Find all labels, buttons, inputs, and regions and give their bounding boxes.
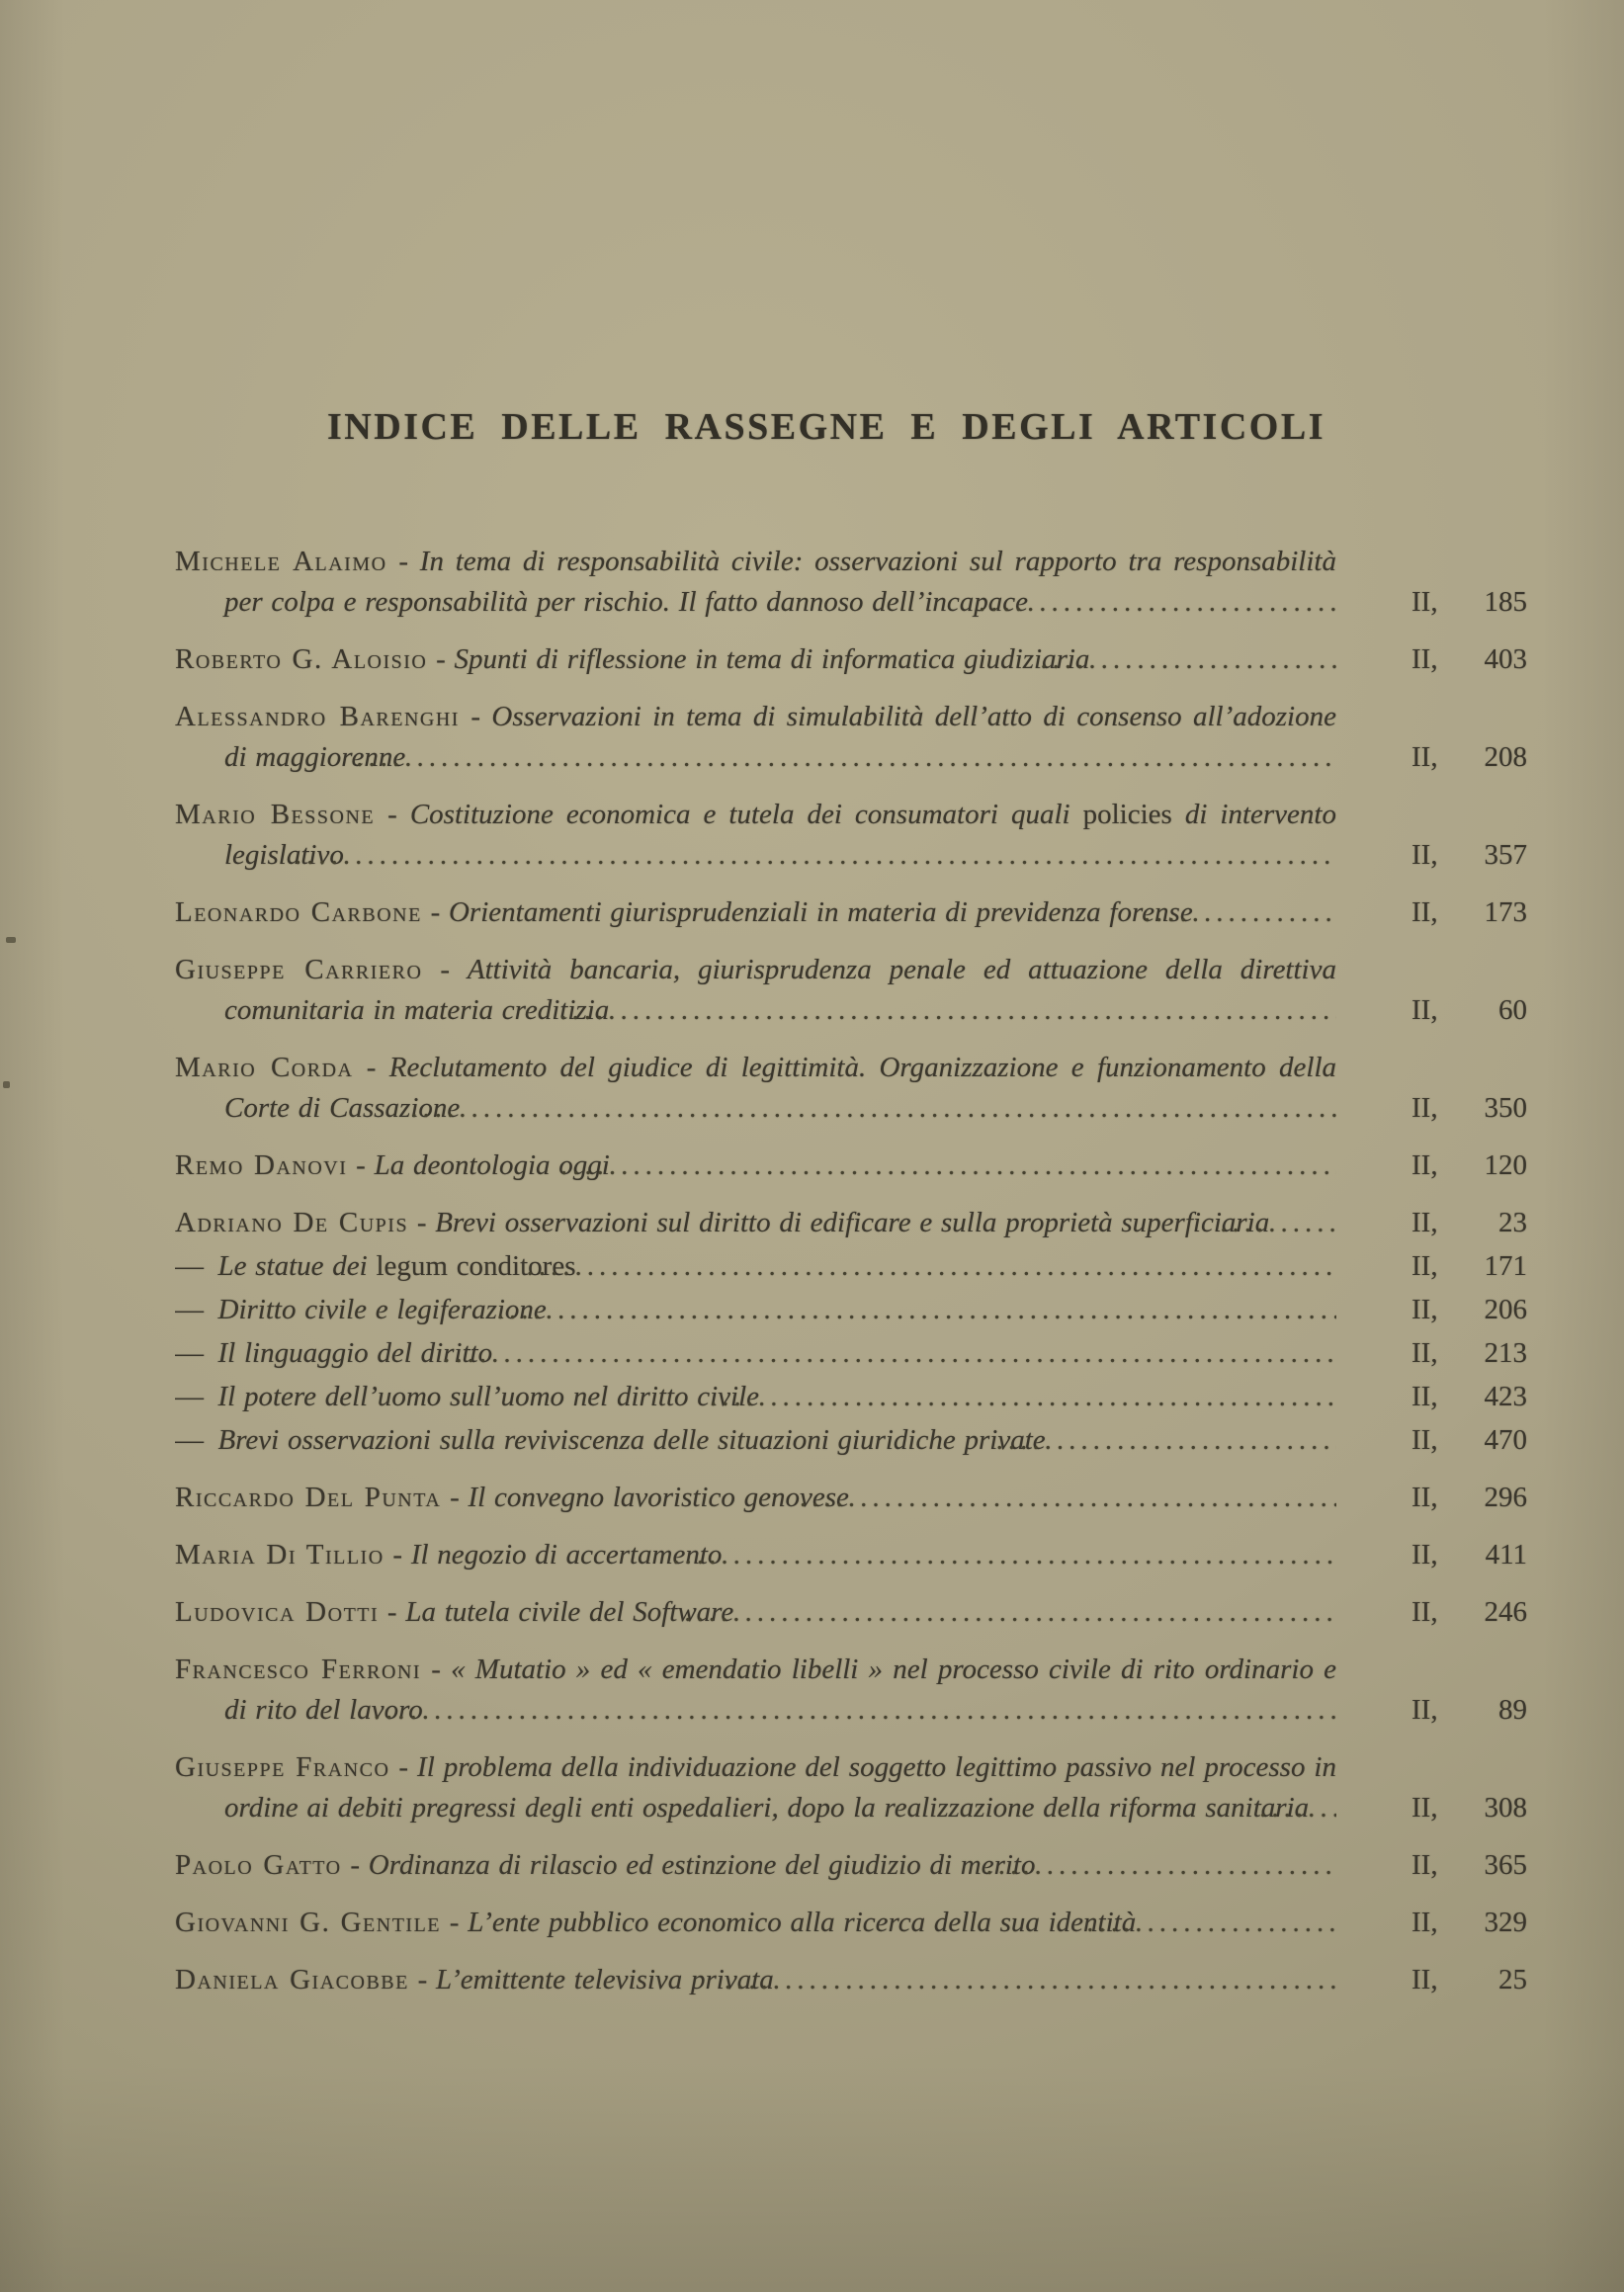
title-segment: Le statue dei bbox=[217, 1250, 377, 1282]
index-entry bbox=[175, 1845, 1527, 1886]
entry-text bbox=[175, 639, 1336, 680]
entry-separator: - bbox=[384, 1539, 411, 1570]
entry-page: 208 bbox=[1484, 741, 1527, 773]
entry-author: Giovanni G. Gentile bbox=[175, 1907, 442, 1938]
title-segment: Ordinanza di rilascio ed estinzione del giudizio di merito bbox=[368, 1849, 1036, 1881]
entry-author: Daniela Giacobbe bbox=[175, 1964, 409, 1995]
index-entry bbox=[175, 542, 1527, 623]
entry-volume: II, bbox=[1411, 1964, 1438, 1995]
entry-title bbox=[468, 1907, 1136, 1938]
entry-text bbox=[175, 892, 1336, 933]
index-entry bbox=[175, 1592, 1527, 1633]
entry-page: 350 bbox=[1484, 1092, 1527, 1124]
entry-separator: - bbox=[459, 701, 492, 732]
entry-separator: - bbox=[386, 546, 420, 577]
entry-volume: II, bbox=[1411, 643, 1438, 675]
entry-text bbox=[175, 1535, 1336, 1575]
title-segment: Osservazioni in tema di simulabilità dell’atto di consenso all’adozione di maggiorenne bbox=[224, 701, 1336, 773]
entry-page: 25 bbox=[1498, 1964, 1527, 1995]
entry-page: 120 bbox=[1484, 1149, 1527, 1181]
title-segment: Orientamenti giurisprudenziali in materia di previdenza forense bbox=[448, 896, 1193, 928]
entry-author: Paolo Gatto bbox=[175, 1849, 342, 1881]
entry-text bbox=[175, 1420, 1336, 1461]
entry-title bbox=[218, 1424, 1046, 1456]
entry-separator: - bbox=[379, 1596, 406, 1628]
entry-page: 246 bbox=[1484, 1596, 1527, 1628]
entry-title bbox=[218, 1250, 576, 1282]
index-entry bbox=[175, 697, 1527, 778]
entry-volume: II, bbox=[1411, 1381, 1438, 1412]
index-entry bbox=[175, 1246, 1527, 1287]
entry-volume: II, bbox=[1411, 1596, 1438, 1628]
entry-title bbox=[449, 896, 1193, 928]
entry-page: 329 bbox=[1484, 1907, 1527, 1938]
entry-author: Alessandro Barenghi bbox=[175, 701, 460, 732]
entry-volume: II, bbox=[1411, 1149, 1438, 1181]
entry-separator: - bbox=[353, 1052, 389, 1083]
entry-page: 365 bbox=[1484, 1849, 1527, 1881]
title-segment: Brevi osservazioni sulla reviviscenza delle situazioni giuridiche private bbox=[217, 1424, 1046, 1456]
entry-page: 60 bbox=[1498, 994, 1527, 1026]
title-segment: policies bbox=[1082, 799, 1172, 830]
index-list bbox=[175, 542, 1527, 2000]
entry-separator: - bbox=[341, 1849, 369, 1881]
entry-text bbox=[175, 1048, 1336, 1129]
index-entry bbox=[175, 1420, 1527, 1461]
entry-volume: II, bbox=[1411, 1250, 1438, 1282]
entry-text bbox=[175, 1960, 1336, 2000]
entry-volume: II, bbox=[1411, 586, 1438, 618]
title-segment: Brevi osservazioni sul diritto di edificare e sulla proprietà superficiaria bbox=[435, 1207, 1270, 1238]
entry-volume: II, bbox=[1411, 1424, 1438, 1456]
entry-author: Riccardo Del Punta bbox=[175, 1482, 442, 1513]
scan-speck bbox=[6, 937, 16, 943]
index-entry bbox=[175, 1203, 1527, 1243]
entry-author: Maria Di Tillio bbox=[175, 1539, 385, 1570]
entry-separator: - bbox=[408, 1207, 436, 1238]
entry-author: Roberto G. Aloisio bbox=[175, 643, 428, 675]
entry-volume: II, bbox=[1411, 994, 1438, 1026]
entry-volume: II, bbox=[1411, 1092, 1438, 1124]
scan-speck bbox=[3, 1081, 10, 1088]
entry-page: 171 bbox=[1484, 1250, 1527, 1282]
entry-separator: - bbox=[389, 1751, 418, 1783]
title-segment: Il linguaggio del diritto bbox=[217, 1337, 493, 1369]
entry-title bbox=[455, 643, 1090, 675]
entry-page: 403 bbox=[1484, 643, 1527, 675]
entry-title bbox=[435, 1207, 1269, 1238]
entry-volume: II, bbox=[1411, 1207, 1438, 1238]
entry-volume: II, bbox=[1411, 1792, 1438, 1824]
dash-marker: — bbox=[175, 1294, 218, 1325]
entry-volume: II, bbox=[1411, 1482, 1438, 1513]
entry-separator: - bbox=[427, 643, 455, 675]
entry-text bbox=[175, 542, 1336, 623]
index-entry bbox=[175, 639, 1527, 680]
index-entry bbox=[175, 1903, 1527, 1943]
index-entry bbox=[175, 1048, 1527, 1129]
entry-volume: II, bbox=[1411, 1849, 1438, 1881]
entry-text bbox=[175, 697, 1336, 778]
entry-author: Leonardo Carbone bbox=[175, 896, 422, 928]
entry-volume: II, bbox=[1411, 1337, 1438, 1369]
entry-volume: II, bbox=[1411, 896, 1438, 928]
index-entry bbox=[175, 1960, 1527, 2000]
entry-page: 89 bbox=[1498, 1694, 1527, 1726]
entry-separator: - bbox=[422, 954, 468, 985]
title-segment: Spunti di riflessione in tema di informatica giudiziaria bbox=[454, 643, 1090, 675]
entry-separator: - bbox=[421, 896, 449, 928]
title-segment: Costituzione economica e tutela dei consumatori quali bbox=[409, 799, 1083, 830]
entry-page: 423 bbox=[1484, 1381, 1527, 1412]
entry-title bbox=[468, 1482, 848, 1513]
entry-volume: II, bbox=[1411, 1694, 1438, 1726]
entry-page: 173 bbox=[1484, 896, 1527, 928]
entry-text bbox=[175, 1845, 1336, 1886]
entry-page: 213 bbox=[1484, 1337, 1527, 1369]
entry-text bbox=[175, 1333, 1336, 1374]
entry-page: 470 bbox=[1484, 1424, 1527, 1456]
entry-separator: - bbox=[421, 1654, 452, 1685]
dash-marker: — bbox=[175, 1250, 218, 1282]
entry-author: Adriano De Cupis bbox=[175, 1207, 409, 1238]
entry-separator: - bbox=[347, 1149, 375, 1181]
index-entry bbox=[175, 1377, 1527, 1417]
index-entry bbox=[175, 1747, 1527, 1828]
entry-author: Giuseppe Carriero bbox=[175, 954, 423, 985]
entry-text bbox=[175, 1903, 1336, 1943]
index-entry bbox=[175, 1478, 1527, 1518]
entry-volume: II, bbox=[1411, 1907, 1438, 1938]
title-segment: Il convegno lavoristico genovese bbox=[468, 1482, 849, 1513]
entry-title bbox=[218, 1381, 760, 1412]
index-entry bbox=[175, 1290, 1527, 1330]
entry-text bbox=[175, 1146, 1336, 1186]
entry-volume: II, bbox=[1411, 1294, 1438, 1325]
entry-author: Remo Danovi bbox=[175, 1149, 348, 1181]
entry-author: Ludovica Dotti bbox=[175, 1596, 380, 1628]
entry-page: 206 bbox=[1484, 1294, 1527, 1325]
entry-separator: - bbox=[441, 1482, 469, 1513]
dash-marker: — bbox=[175, 1381, 218, 1412]
entry-volume: II, bbox=[1411, 741, 1438, 773]
title-segment: Diritto civile e legiferazione bbox=[217, 1294, 547, 1325]
title-segment: Attività bancaria, giurisprudenza penale ed attuazione della direttiva comunitaria in materia creditizia bbox=[224, 954, 1336, 1026]
title-segment: L’emittente televisiva privata bbox=[436, 1964, 774, 1995]
entry-text bbox=[175, 1203, 1336, 1243]
entry-author: Mario Bessone bbox=[175, 799, 376, 830]
title-segment: Il problema della individuazione del soggetto legittimo passivo nel processo in ordine ai debiti pregressi degli enti ospedalieri, dopo la realizzazione della riforma sanitaria bbox=[224, 1751, 1336, 1824]
title-segment: Reclutamento del giudice di legittimità. Organizzazione e funzionamento della Corte di Cassazione bbox=[224, 1052, 1336, 1124]
page-title: INDICE DELLE RASSEGNE E DEGLI ARTICOLI bbox=[327, 406, 1325, 448]
entry-page: 308 bbox=[1484, 1792, 1527, 1824]
entry-separator: - bbox=[375, 799, 410, 830]
title-segment: La deontologia oggi bbox=[374, 1149, 610, 1181]
entry-page: 357 bbox=[1484, 839, 1527, 871]
index-entry bbox=[175, 1535, 1527, 1575]
title-segment: legum conditores bbox=[376, 1250, 576, 1282]
entry-text bbox=[175, 950, 1336, 1031]
entry-volume: II, bbox=[1411, 1539, 1438, 1570]
entry-page: 411 bbox=[1485, 1539, 1527, 1570]
entry-text bbox=[175, 1377, 1336, 1417]
entry-author: Giuseppe Franco bbox=[175, 1751, 390, 1783]
entry-title bbox=[436, 1964, 774, 1995]
entry-text bbox=[175, 1290, 1336, 1330]
title-segment: In tema di responsabilità civile: osservazioni sul rapporto tra responsabilità per colpa e responsabilità per rischio. Il fatto dannoso dell’incapace bbox=[224, 546, 1336, 618]
index-entry bbox=[175, 795, 1527, 876]
index-entry bbox=[175, 950, 1527, 1031]
index-entry bbox=[175, 1333, 1527, 1374]
entry-page: 296 bbox=[1484, 1482, 1527, 1513]
index-entry bbox=[175, 892, 1527, 933]
title-segment: « Mutatio » ed « emendatio libelli » nel processo civile di rito ordinario e di rito del lavoro bbox=[224, 1654, 1336, 1726]
index-entry bbox=[175, 1650, 1527, 1731]
index-entry bbox=[175, 1146, 1527, 1186]
entry-text bbox=[175, 1592, 1336, 1633]
entry-text bbox=[175, 1650, 1336, 1731]
title-segment: Il negozio di accertamento bbox=[410, 1539, 723, 1570]
entry-text bbox=[175, 795, 1336, 876]
entry-page: 185 bbox=[1484, 586, 1527, 618]
entry-separator: - bbox=[408, 1964, 437, 1995]
title-segment: Il potere dell’uomo sull’uomo nel diritto civile bbox=[217, 1381, 760, 1412]
entry-author: Mario Corda bbox=[175, 1052, 354, 1083]
entry-separator: - bbox=[441, 1907, 469, 1938]
entry-author: Michele Alaimo bbox=[175, 546, 387, 577]
entry-page: 23 bbox=[1498, 1207, 1527, 1238]
entry-text bbox=[175, 1747, 1336, 1828]
title-segment: di intervento legislativo bbox=[224, 799, 1336, 871]
entry-text bbox=[175, 1246, 1336, 1287]
entry-text bbox=[175, 1478, 1336, 1518]
title-segment: L’ente pubblico economico alla ricerca della sua identità bbox=[468, 1907, 1137, 1938]
entry-author: Francesco Ferroni bbox=[175, 1654, 422, 1685]
entry-title bbox=[369, 1849, 1036, 1881]
title-segment: La tutela civile del Software bbox=[405, 1596, 734, 1628]
dash-marker: — bbox=[175, 1337, 218, 1369]
dash-marker: — bbox=[175, 1424, 218, 1456]
entry-volume: II, bbox=[1411, 839, 1438, 871]
